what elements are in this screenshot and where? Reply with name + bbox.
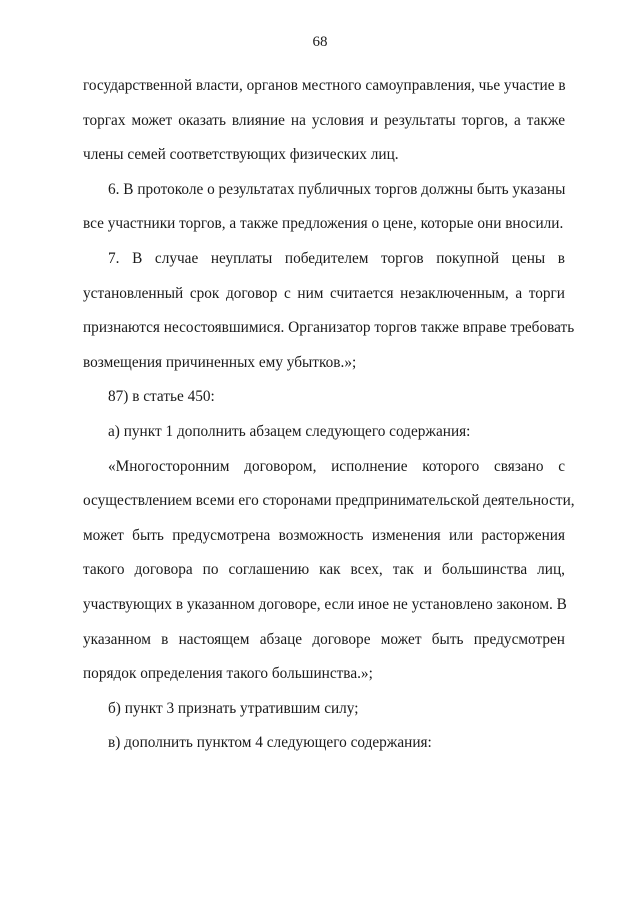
paragraph-continuation <box>83 69 565 173</box>
text-line: торгах может оказать влияние на условия и результаты торгов, а также <box>83 111 565 129</box>
text-line: указанном в настоящем абзаце договоре может быть предусмотрен <box>83 630 565 648</box>
text-line: 87) в статье 450: <box>108 388 215 406</box>
page-number: 68 <box>312 34 328 50</box>
document-body <box>83 69 575 761</box>
text-line: 6. В протоколе о результатах публичных торгов должны быть указаны <box>108 180 566 198</box>
text-line: б) пункт 3 признать утратившим силу; <box>108 699 359 717</box>
text-line: а) пункт 1 дополнить абзацем следующего содержания: <box>108 422 471 440</box>
paragraph-quote <box>83 450 575 692</box>
text-line: участвующих в указанном договоре, если иное не установлено законом. В <box>83 595 567 613</box>
text-line: 7. В случае неуплаты победителем торгов покупной цены в <box>108 249 565 267</box>
text-line: «Многосторонним договором, исполнение которого связано с <box>108 457 565 475</box>
paragraph-item-7 <box>83 242 575 380</box>
text-line: осуществлением всеми его сторонами предпринимательской деятельности, <box>83 492 575 510</box>
text-line: члены семей соответствующих физических лиц. <box>83 146 399 164</box>
text-line: государственной власти, органов местного самоуправления, чье участие в <box>83 77 566 94</box>
text-line: все участники торгов, а также предложения о цене, которые они вносили. <box>83 215 564 233</box>
paragraph-sub-v <box>83 726 565 761</box>
text-line: возмещения причиненных ему убытков.»; <box>83 353 357 371</box>
text-line: такого договора по соглашению как всех, так и большинства лиц, <box>83 561 565 579</box>
paragraph-item-87 <box>83 380 565 415</box>
paragraph-item-6 <box>83 173 565 242</box>
text-line: признаются несостоявшимися. Организатор торгов также вправе требовать <box>83 319 575 337</box>
text-line: установленный срок договор с ним считается незаключенным, а торги <box>83 284 565 302</box>
paragraph-sub-b <box>83 692 565 727</box>
text-line: порядок определения такого большинства.»; <box>83 665 373 683</box>
paragraph-sub-a <box>83 415 565 450</box>
text-line: в) дополнить пунктом 4 следующего содержания: <box>108 734 432 752</box>
text-line: может быть предусмотрена возможность изменения или расторжения <box>83 526 565 544</box>
